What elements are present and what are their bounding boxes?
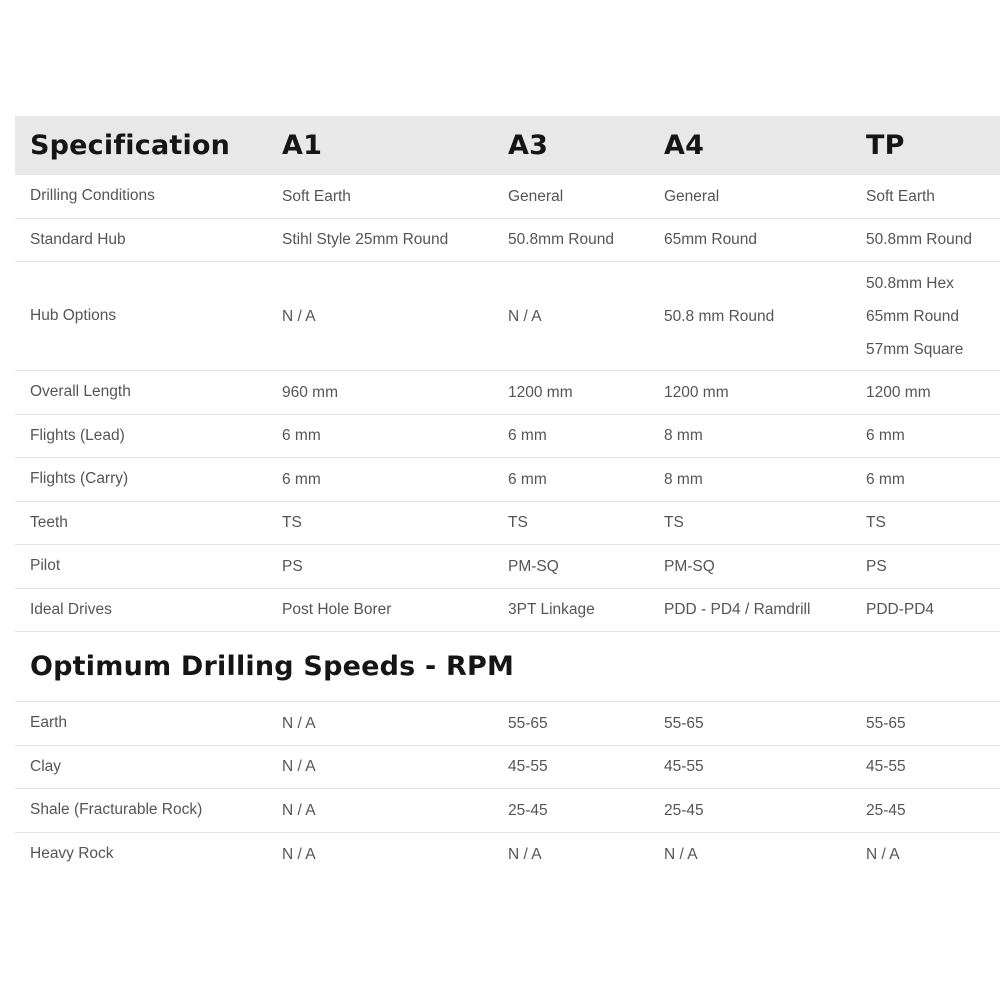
spec-cell: [866, 219, 972, 262]
spec-cell: [282, 589, 391, 632]
cell-value: N / A: [508, 845, 542, 863]
header-model-a4: A4: [664, 130, 705, 161]
cell-value: 55-65: [664, 714, 704, 732]
cell-value: N / A: [508, 307, 542, 325]
speed-cell: [282, 789, 316, 832]
cell-value: N / A: [866, 845, 900, 863]
spec-cell: [282, 502, 302, 545]
spec-cell: [282, 219, 448, 262]
spec-label: Flights (Carry): [30, 470, 129, 488]
cell-value: 65mm Round: [866, 307, 960, 325]
cell-value: 25-45: [664, 801, 704, 819]
cell-value: 8 mm: [664, 427, 703, 445]
header-model-a3: A3: [508, 130, 549, 161]
cell-value: 1200 mm: [866, 383, 931, 401]
spec-cell: [664, 545, 715, 588]
cell-value: 6 mm: [282, 427, 321, 445]
spec-label: Pilot: [30, 557, 61, 575]
speed-cell: [664, 746, 704, 789]
cell-value: 6 mm: [508, 427, 547, 445]
speed-cell: [664, 702, 704, 745]
header-model-tp: TP: [866, 130, 905, 161]
cell-value: PDD - PD4 / Ramdrill: [664, 601, 811, 619]
spec-cell: [282, 415, 321, 458]
cell-value: N / A: [282, 307, 316, 325]
speed-cell: [866, 702, 906, 745]
spec-row: [15, 589, 1000, 633]
cell-value: PM-SQ: [508, 557, 559, 575]
spec-cell: [508, 219, 614, 262]
cell-value: 45-55: [508, 758, 548, 776]
spec-cell: [282, 458, 321, 501]
spec-row: [15, 458, 1000, 502]
spec-cell: [664, 262, 774, 370]
cell-value: General: [664, 187, 720, 205]
spec-cell: [508, 502, 528, 545]
speed-cell: [664, 789, 704, 832]
spec-cell: [866, 545, 887, 588]
cell-value: 55-65: [866, 714, 906, 732]
speed-row: [15, 746, 1000, 790]
cell-value: 50.8mm Round: [508, 231, 614, 249]
cell-value: Soft Earth: [282, 187, 351, 205]
cell-value: N / A: [282, 845, 316, 863]
spec-cell: [664, 219, 757, 262]
spec-row: [15, 175, 1000, 219]
cell-value: N / A: [282, 801, 316, 819]
cell-value: 25-45: [866, 801, 906, 819]
cell-value: N / A: [282, 758, 316, 776]
speed-label: Clay: [30, 757, 62, 775]
speed-row: [15, 833, 1000, 877]
spec-cell: [508, 545, 559, 588]
spec-cell: [664, 458, 703, 501]
spec-cell: [282, 545, 303, 588]
speeds-section-header: [15, 632, 1000, 702]
spec-row: [15, 502, 1000, 546]
speed-cell: [282, 833, 316, 877]
cell-value: 57mm Square: [866, 340, 964, 358]
spec-cell: [866, 175, 935, 218]
spec-rows: [15, 175, 1000, 632]
spec-cell: [866, 262, 963, 370]
spec-label: Teeth: [30, 513, 68, 531]
spec-label: Standard Hub: [30, 230, 126, 248]
cell-value: N / A: [282, 714, 316, 732]
cell-value: Stihl Style 25mm Round: [282, 231, 449, 249]
spec-label: Overall Length: [30, 383, 131, 401]
cell-value: PM-SQ: [664, 557, 715, 575]
speed-cell: [508, 789, 548, 832]
cell-value: TS: [866, 514, 886, 532]
cell-value: N / A: [664, 845, 698, 863]
spec-cell: [508, 262, 542, 370]
speed-cell: [866, 833, 900, 877]
speeds-section-title: Optimum Drilling Speeds - RPM: [30, 651, 515, 682]
spec-label: Hub Options: [30, 307, 117, 324]
speed-label: Earth: [30, 714, 68, 732]
cell-value: TS: [282, 514, 302, 532]
cell-value: 45-55: [866, 758, 906, 776]
speed-cell: [282, 746, 316, 789]
spec-cell: [508, 589, 595, 632]
spec-cell: [508, 458, 547, 501]
spec-cell: [866, 458, 905, 501]
spec-cell: [866, 415, 905, 458]
spec-row: [15, 371, 1000, 415]
cell-value: 3PT Linkage: [508, 601, 595, 619]
cell-value: 8 mm: [664, 470, 703, 488]
cell-value: 25-45: [508, 801, 548, 819]
spec-cell: [508, 371, 573, 414]
cell-value: 6 mm: [282, 470, 321, 488]
cell-value: PDD-PD4: [866, 601, 935, 619]
table-header-row: [15, 116, 1000, 175]
cell-value: PS: [866, 557, 887, 575]
spec-cell: [664, 175, 719, 218]
cell-value: TS: [664, 514, 684, 532]
speed-cell: [508, 746, 548, 789]
cell-value: 6 mm: [508, 470, 547, 488]
header-specification: Specification: [30, 130, 231, 161]
speed-label: Heavy Rock: [30, 845, 114, 863]
speed-cell: [508, 702, 548, 745]
spec-cell: [664, 502, 684, 545]
spec-cell: [282, 371, 338, 414]
spec-label: Ideal Drives: [30, 600, 112, 618]
cell-value: 1200 mm: [508, 383, 573, 401]
spec-cell: [282, 262, 316, 370]
cell-value: Soft Earth: [866, 187, 935, 205]
speed-cell: [866, 746, 906, 789]
speed-cell: [282, 702, 316, 745]
spec-row: [15, 262, 1000, 371]
spec-cell: [282, 175, 351, 218]
spec-row: [15, 415, 1000, 459]
speed-cell: [866, 789, 906, 832]
cell-value: 65mm Round: [664, 231, 758, 249]
cell-value: 6 mm: [866, 470, 905, 488]
spec-row: [15, 219, 1000, 263]
spec-cell: [508, 415, 547, 458]
cell-value: 960 mm: [282, 383, 338, 401]
cell-value: 55-65: [508, 714, 548, 732]
cell-value: 50.8 mm Round: [664, 307, 775, 325]
spec-cell: [866, 589, 934, 632]
speed-label: Shale (Fracturable Rock): [30, 801, 203, 819]
spec-table: [15, 116, 1000, 876]
speed-row: [15, 702, 1000, 746]
spec-cell: [664, 589, 810, 632]
cell-value: 50.8mm Hex: [866, 274, 954, 292]
cell-value: 50.8mm Round: [866, 231, 972, 249]
spec-row: [15, 545, 1000, 589]
speed-row: [15, 789, 1000, 833]
spec-label: Drilling Conditions: [30, 187, 155, 205]
cell-value: TS: [508, 514, 528, 532]
spec-cell: [866, 371, 931, 414]
header-model-a1: A1: [282, 130, 323, 161]
cell-value: PS: [282, 557, 303, 575]
speed-rows: [15, 702, 1000, 876]
spec-cell: [664, 415, 703, 458]
speed-cell: [508, 833, 542, 877]
speed-cell: [664, 833, 698, 877]
cell-value: 6 mm: [866, 427, 905, 445]
cell-value: General: [508, 187, 564, 205]
spec-cell: [664, 371, 729, 414]
spec-cell: [508, 175, 563, 218]
cell-value: 1200 mm: [664, 383, 729, 401]
spec-cell: [866, 502, 886, 545]
spec-label: Flights (Lead): [30, 426, 125, 444]
cell-value: Post Hole Borer: [282, 601, 392, 619]
cell-value: 45-55: [664, 758, 704, 776]
